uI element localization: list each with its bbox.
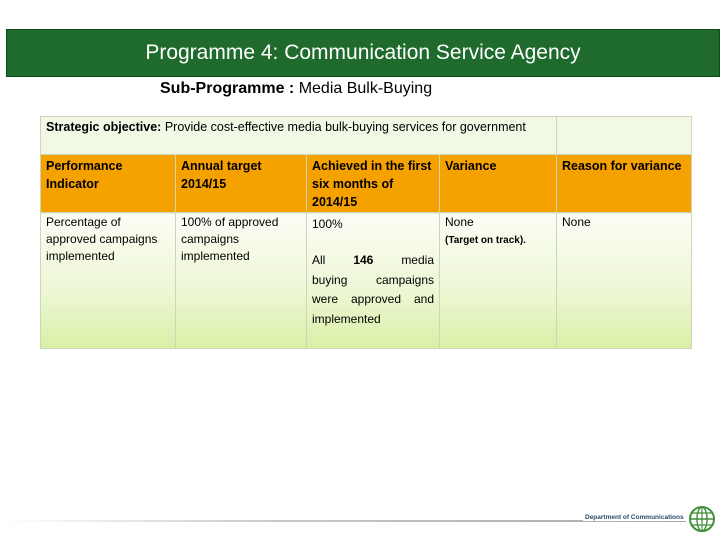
header-row xyxy=(41,155,692,213)
header-target: Annual target 2014/15 xyxy=(176,155,307,213)
objective-empty-cell xyxy=(557,117,692,155)
cell-target: 100% of approved campaigns implemented xyxy=(176,213,307,349)
variance-value: None xyxy=(445,215,474,229)
variance-note: (Target on track). xyxy=(445,235,526,246)
header-indicator: Performance Indicator xyxy=(41,155,176,213)
page-title: Programme 4: Communication Service Agency xyxy=(145,41,581,64)
achieved-percentage: 100% xyxy=(312,217,343,231)
objective-row xyxy=(41,117,692,155)
cell-variance xyxy=(440,213,557,349)
subtitle xyxy=(160,80,432,98)
table-row xyxy=(41,213,692,349)
achieved-detail-number: 146 xyxy=(353,253,374,267)
subtitle-label: Sub-Programme : xyxy=(160,80,295,97)
performance-table xyxy=(40,116,692,349)
objective-text: Provide cost-effective media bulk-buying services for government xyxy=(164,120,526,134)
objective-label: Strategic objective: xyxy=(46,120,162,134)
header-achieved: Achieved in the first six months of 2014/15 xyxy=(307,155,440,213)
header-variance: Variance xyxy=(440,155,557,213)
achieved-detail xyxy=(312,251,434,329)
achieved-detail-suffix: media buying campaigns were approved and implemented xyxy=(312,253,434,326)
cell-reason: None xyxy=(557,213,692,349)
objective-cell xyxy=(41,117,557,155)
title-bar xyxy=(6,29,720,77)
cell-indicator: Percentage of approved campaigns implemented xyxy=(41,213,176,349)
subtitle-value: Media Bulk-Buying xyxy=(298,80,433,97)
achieved-detail-prefix: All xyxy=(312,253,326,267)
department-name: Department of Communications xyxy=(585,514,684,521)
header-reason: Reason for variance xyxy=(557,155,692,213)
cell-achieved xyxy=(307,213,440,349)
globe-icon xyxy=(688,505,716,533)
